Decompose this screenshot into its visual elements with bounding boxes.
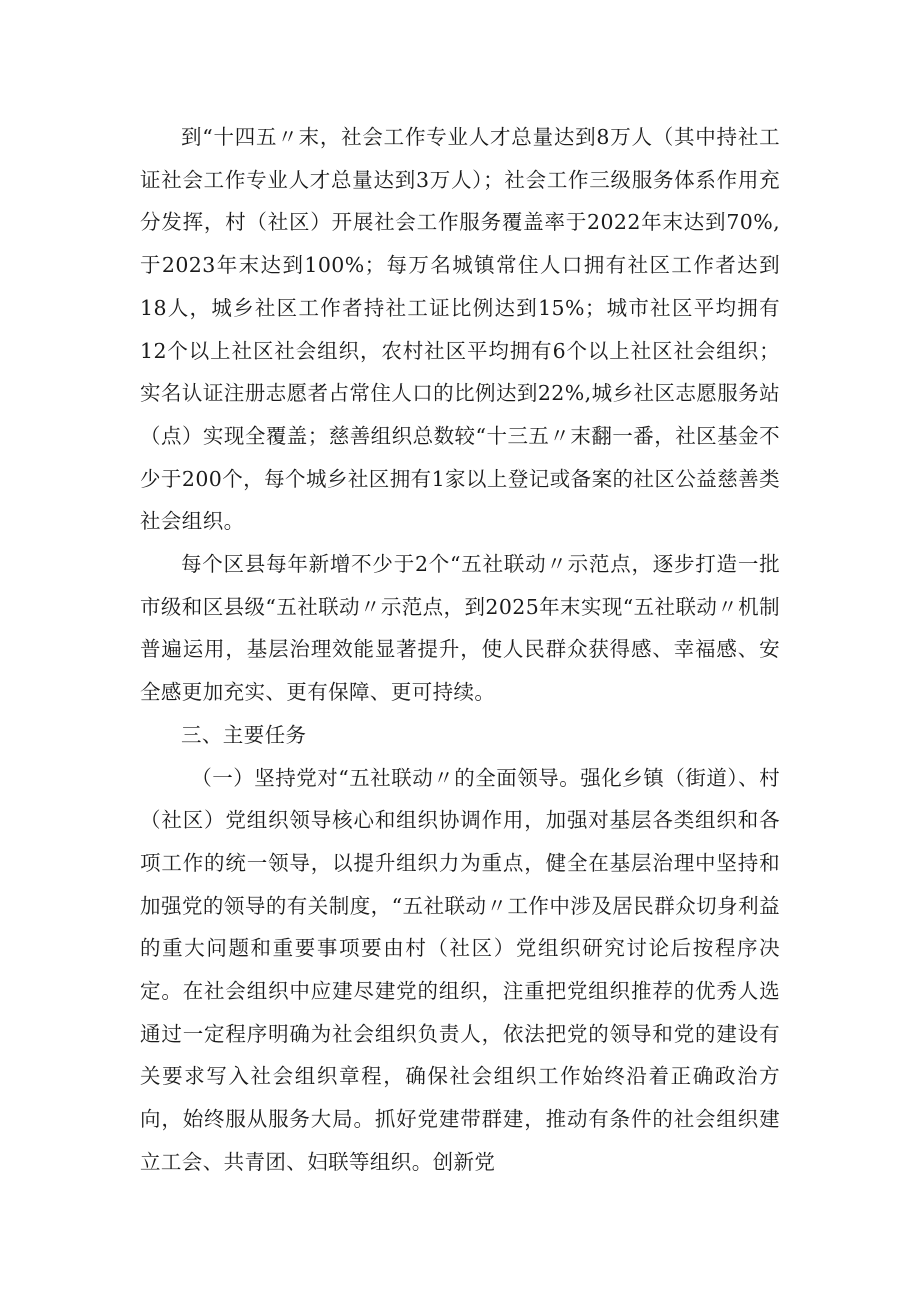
paragraph-demonstration-sites: 每个区县每年新增不少于2个“五社联动〃示范点，逐步打造一批市级和区县级“五社联动〃示范点，到2025年末实现“五社联动〃机制普遍运用，基层治理效能显著提升，使人民群众获得感、幸福感、安全感更加充实、更有保障、更可持续。	[140, 552, 780, 705]
paragraph-party-leadership: （一）坚持党对“五社联动〃的全面领导。强化乡镇（街道）、村（社区）党组织领导核心和组织协调作用，加强对基层各类组织和各项工作的统一领导，以提升组织力为重点，健全在基层治理中坚持和加强党的领导的有关制度，“五社联动〃工作中涉及居民群众切身利益的重大问题和重要事项要由村（社区）党组织研究讨论后按程序决定。在社会组织中应建尽建党的组织，注重把党组织推荐的优秀人选通过一定程序明确为社会组织负责人，依法把党的领导和党的建设有关要求写入社会组织章程，确保社会组织工作始终沿着正确政治方向，始终服从服务大局。抓好党建带群建，推动有条件的社会组织建立工会、共青团、妇联等组织。创新党	[140, 765, 780, 1174]
section-heading-main-tasks: 三、主要任务	[181, 722, 307, 747]
document-body	[140, 116, 780, 1184]
paragraph-talent-targets: 到“十四五〃末，社会工作专业人才总量达到8万人（其中持社工证社会工作专业人才总量达到3万人）；社会工作三级服务体系作用充分发挥，村（社区）开展社会工作服务覆盖率于2022年末达到70%,于2023年末达到100%；每万名城镇常住人口拥有社区工作者达到18人，城乡社区工作者持社工证比例达到15%；城市社区平均拥有12个以上社区社会组织，农村社区平均拥有6个以上社区社会组织；实名认证注册志愿者占常住人口的比例达到22%,城乡社区志愿服务站（点）实现全覆盖；慈善组织总数较“十三五〃末翻一番，社区基金不少于200个，每个城乡社区拥有1家以上登记或备案的社区公益慈善类社会组织。	[140, 125, 780, 534]
